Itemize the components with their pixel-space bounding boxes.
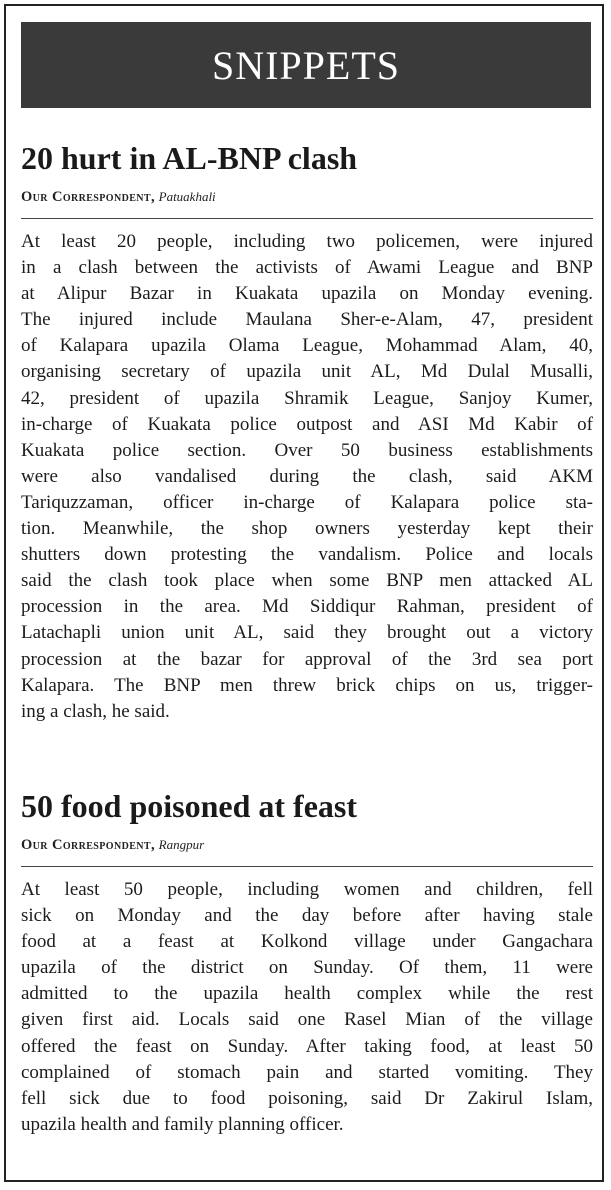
- story-1-headline: 20 hurt in AL-BNP clash: [21, 140, 358, 176]
- story-2-line: admitted to the upazila health complex while the rest: [21, 983, 593, 1005]
- story-1-line: were also vandalised during the clash, said AKM: [21, 465, 593, 487]
- story-1-line: 42, president of upazila Shramik League, Sanjoy Kumer,: [21, 387, 593, 409]
- story-1-line: said the clash took place when some BNP men attacked AL: [21, 570, 593, 592]
- story-2-byline: [21, 834, 593, 867]
- story-1-line: procession in the area. Md Siddiqur Rahman, president of: [21, 596, 593, 618]
- story-1-line: At least 20 people, including two policemen, were injured: [21, 231, 593, 252]
- story-2-byline-place: Rangpur: [158, 837, 205, 852]
- story-1-line: The injured include Maulana Sher-e-Alam, 47, president: [21, 309, 593, 331]
- story-1-line: shutters down protesting the vandalism. Police and locals: [21, 544, 593, 566]
- story-1-line: procession at the bazar for approval of the 3rd sea port: [21, 648, 593, 670]
- story-1: [21, 136, 593, 725]
- story-2-line: given first aid. Locals said one Rasel Mian of the village: [21, 1009, 593, 1031]
- story-2-headline: 50 food poisoned at feast: [21, 788, 358, 824]
- story-2: [21, 784, 593, 1138]
- story-1-line: in a clash between the activists of Awami League and BNP: [21, 257, 593, 279]
- story-2-line: sick on Monday and the day before after having stale: [21, 905, 593, 927]
- story-1-line: in-charge of Kuakata police outpost and ASI Md Kabir of: [21, 413, 593, 435]
- story-2-line: food at a feast at Kolkond village under Gangachara: [21, 931, 593, 953]
- story-2-line: fell sick due to food poisoning, said Dr Zakirul Islam,: [21, 1087, 593, 1109]
- section-banner: [21, 22, 591, 108]
- story-1-line: tion. Meanwhile, the shop owners yesterday kept their: [21, 518, 593, 540]
- story-2-line: upazila of the district on Sunday. Of them, 11 were: [21, 957, 593, 979]
- story-1-byline-org: Our Correspondent,: [21, 189, 155, 205]
- story-2-line: At least 50 people, including women and children, fell: [21, 879, 593, 900]
- story-1-line: organising secretary of upazila unit AL, Md Dulal Musalli,: [21, 361, 593, 383]
- story-1-line: Kalapara. The BNP men threw brick chips on us, trigger-: [21, 674, 593, 696]
- story-1-line: Latachapli union unit AL, said they brought out a victory: [21, 622, 593, 644]
- story-1-line: ing a clash, he said.: [21, 700, 170, 722]
- story-1-line: of Kalapara upazila Olama League, Mohammad Alam, 40,: [21, 335, 593, 357]
- section-title: SNIPPETS: [211, 42, 401, 88]
- story-1-line: Kuakata police section. Over 50 business establishments: [21, 439, 593, 461]
- story-2-body: [21, 877, 593, 1138]
- story-2-line: complained of stomach pain and started vomiting. They: [21, 1061, 593, 1083]
- story-1-byline: [21, 186, 593, 219]
- story-1-line: Tariquzzaman, officer in-charge of Kalapara police sta-: [21, 491, 593, 513]
- story-1-byline-place: Patuakhali: [158, 189, 216, 204]
- story-1-line: at Alipur Bazar in Kuakata upazila on Monday evening.: [21, 283, 593, 305]
- story-1-body: [21, 229, 593, 725]
- story-2-line: upazila health and family planning officer.: [21, 1113, 344, 1135]
- story-2-byline-org: Our Correspondent,: [21, 837, 155, 853]
- story-2-line: offered the feast on Sunday. After taking food, at least 50: [21, 1035, 593, 1057]
